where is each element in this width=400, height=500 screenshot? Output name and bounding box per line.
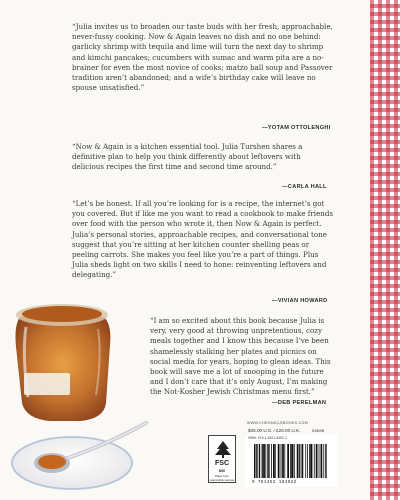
- quote-attribution: —VIVIAN HOWARD: [272, 298, 328, 304]
- barcode-bar: [268, 444, 269, 478]
- barcode-bar: [278, 444, 279, 478]
- barcode-bar: [282, 444, 283, 478]
- barcode-bar: [325, 444, 326, 478]
- barcode-bar: [283, 444, 284, 478]
- barcode-bar: [262, 444, 263, 478]
- fsc-logo-text: FSC: [215, 460, 229, 467]
- barcode-bar: [314, 444, 315, 478]
- isbn-label: ISBN: 978-1-4521-6492-2: [248, 436, 287, 440]
- barcode-bar: [321, 444, 322, 478]
- barcode-bar: [302, 444, 303, 478]
- barcode-bar: [299, 444, 300, 478]
- jam-jar-photo: [0, 285, 150, 500]
- barcode-bar: [271, 444, 272, 478]
- barcode-bar: [294, 444, 295, 478]
- barcode-bar: [291, 444, 292, 478]
- barcode-bar: [264, 444, 265, 478]
- barcode-bar: [323, 444, 324, 478]
- barcode-bar: [292, 444, 293, 478]
- barcode-bar: [311, 444, 312, 478]
- quote-text: “I am so excited about this book because Julia is very, very good at throwing unpretentious, cozy meals together and I know this because I’ve been shamelessly stalking her plates and picnics on social media for years, hoping to glean ideas. This book will save me a lot of snooping in the future and I don’t care that it’s only August, I’m making the Not-Kosher Jewish Christmas menu first.”: [150, 316, 331, 397]
- barcode-bar: [256, 444, 257, 478]
- barcode-bar: [263, 444, 264, 478]
- fsc-tree-icon: [210, 439, 236, 459]
- barcode-bar: [259, 444, 260, 478]
- quote-attribution: —YOTAM OTTOLENGHI: [262, 125, 331, 131]
- quote-block-1: [72, 22, 334, 93]
- quote-block-2: [72, 142, 334, 173]
- quote-text: “Now & Again is a kitchen essential tool. Julia Turshen shares a definitive plan to help you think differently about leftovers with delicious recipes the first time and second time around.”: [72, 142, 303, 172]
- barcode-bar: [288, 444, 289, 478]
- ean-addon-digits: 53500: [312, 430, 325, 434]
- barcode-bar: [275, 444, 276, 478]
- barcode-bar: [267, 444, 268, 478]
- quote-attribution: —CARLA HALL: [282, 184, 327, 190]
- publisher-url: WWW.CHRONICLEBOOKS.COM: [247, 421, 308, 425]
- barcode-bar: [305, 444, 306, 478]
- barcode-bar: [319, 444, 320, 478]
- barcode-bar: [307, 444, 308, 478]
- quote-text: “Let’s be honest. If all you’re looking for is a recipe, the internet’s got you covered. But if like me you want to read a cookbook to make friends over food with the person who wrote it, then Now & Again is perfect. Julia’s personal stories, approachable recipes, and conversational tone suggest that you’re sitting at her kitchen counter shelling peas or peeling carrots. She makes you feel like you’re a part of things. Plus Julia sheds light on two skills I need to hone: reinventing leftovers and delegating.”: [72, 199, 334, 280]
- barcode-bar: [310, 444, 311, 478]
- barcode-bar: [317, 444, 318, 478]
- barcode-bar: [280, 444, 281, 478]
- barcode-bar: [274, 444, 275, 478]
- barcode-bar: [257, 444, 258, 478]
- gingham-border: [370, 0, 400, 500]
- fsc-sub-label: Paper from responsible sources: [209, 474, 235, 482]
- quote-text: “Julia invites us to broaden our taste buds with her fresh, approachable, never-fussy cooking. Now & Again leaves no dish and no one behind: garlicky shrimp with tequila and lime will turn the next day to shrimp and kimchi pancakes; cucumbers with sumac and warm pita are a no-brainer for even the most novice of cooks; matzo ball soup and Passover tradition aren’t abandoned; and a wife’s birthday cake will leave no spouse unsatisfied.”: [72, 22, 333, 93]
- barcode-bar: [297, 444, 298, 478]
- barcode-bar: [254, 444, 255, 478]
- barcode-bar: [309, 444, 310, 478]
- barcode-bar: [300, 444, 301, 478]
- barcode-bar: [265, 444, 266, 478]
- barcode-bar: [290, 444, 291, 478]
- quote-block-3: [72, 199, 334, 281]
- isbn-barcode-digits: 9 781452 164922: [252, 480, 297, 485]
- quote-block-4: [150, 316, 336, 398]
- barcode-bar: [284, 444, 285, 478]
- isbn-barcode: [252, 444, 328, 480]
- quote-attribution: —DEB PERELMAN: [272, 400, 327, 406]
- price-label: $35.00 U.S. / £26.00 U.K.: [248, 428, 301, 433]
- fsc-mix-label: MIX: [218, 469, 226, 473]
- fsc-certification-logo: [208, 435, 236, 483]
